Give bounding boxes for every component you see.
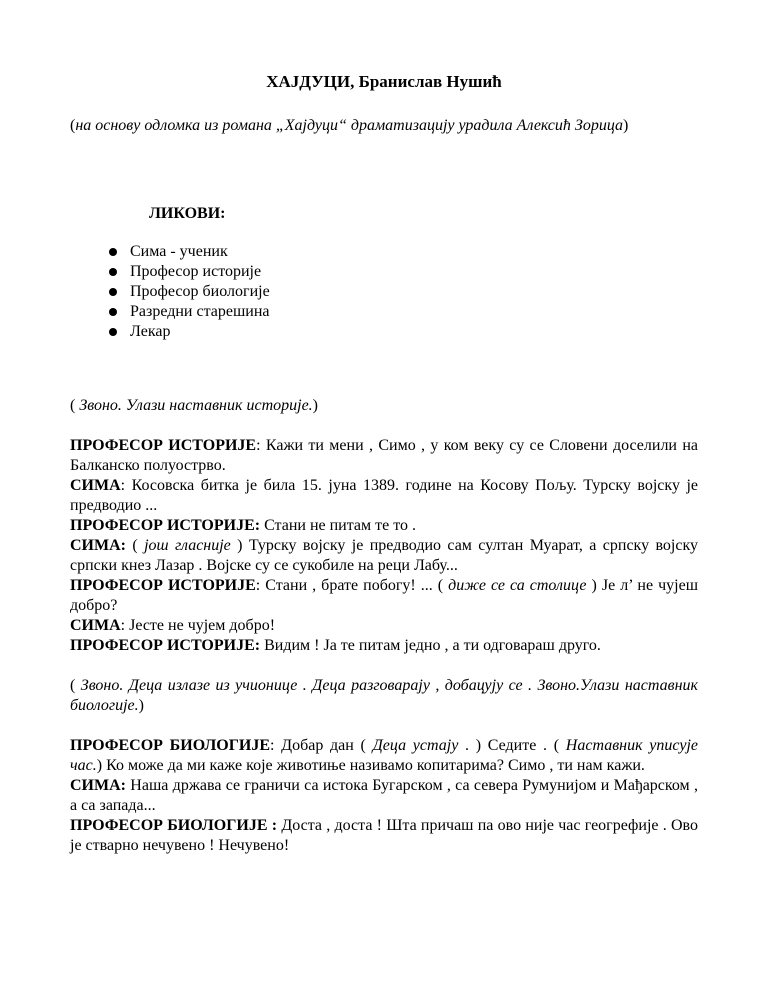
character-item: Лекар (130, 322, 270, 342)
speaker-name: СИМА: (70, 537, 126, 554)
bullet-icon (109, 308, 117, 316)
character-item: Професор историје (130, 262, 270, 282)
speaker-name: ПРОФЕСОР ИСТОРИЈЕ: (70, 637, 261, 654)
speaker-name: ПРОФЕСОР ИСТОРИЈЕ (70, 577, 256, 594)
dialogue-line: ПРОФЕСОР ИСТОРИЈЕ: Стани не питам те то . (70, 517, 417, 534)
stage-direction: ( Звоно. Деца излазе из учионице . Деца разговарају , добацују се . Звоно.Улази наставник биологије.) (70, 677, 699, 714)
characters-list (130, 242, 270, 342)
subtitle-open: ( (70, 117, 76, 134)
characters-heading: ЛИКОВИ: (149, 205, 226, 222)
character-item: Професор биологије (130, 282, 270, 302)
dialogue-line: ПРОФЕСОР ИСТОРИЈЕ: Кажи ти мени , Симо , у ком веку су се Словени доселили на Балканско полуострво. (70, 437, 699, 474)
character-item: Разредни старешина (130, 302, 270, 322)
speaker-name: СИМА: (70, 777, 126, 794)
character-item: Сима - ученик (130, 242, 270, 262)
document-subtitle (70, 116, 710, 136)
dialogue-line: ПРОФЕСОР ИСТОРИЈЕ: Видим ! Ја те питам једно , а ти одговараш друго. (70, 637, 601, 654)
bullet-icon (109, 288, 117, 296)
dialogue-line: СИМА: Јесте не чујем добро! (70, 617, 276, 634)
speaker-name: ПРОФЕСОР ИСТОРИЈЕ (70, 437, 257, 454)
bullet-icon (109, 248, 117, 256)
subtitle-close: ) (623, 117, 629, 134)
dialogue-line: ПРОФЕСОР БИОЛОГИЈЕ : Доста , доста ! Шта причаш па ово није час геогрефије . Ово је стварно нечувено ! Нечувено! (70, 817, 698, 854)
document-title: ХАЈДУЦИ, Бранислав Нушић (266, 72, 502, 91)
dialogue-line: ПРОФЕСОР ИСТОРИЈЕ: Стани , брате побогу! ... ( диже се са столице ) Је л’ не чујеш добро? (70, 577, 699, 614)
dialogue-line: СИМА: Косовска битка је била 15. јуна 1389. године на Косову Пољу. Турску војску је предводио ... (70, 477, 698, 514)
subtitle-text: на основу одломка из романа „Хајдуци“ драматизацију урадила Алексић Зорица (75, 117, 624, 134)
speaker-name: СИМА (70, 617, 121, 634)
speaker-name: ПРОФЕСОР БИОЛОГИЈЕ : (70, 817, 278, 834)
speaker-name: ПРОФЕСОР ИСТОРИЈЕ: (70, 517, 261, 534)
dialogue-line: СИМА: ( још гласније ) Турску војску је предводио сам султан Муарат, а српску војску српски кнез Лазар . Војске су се сукобиле на реци Лабу... (70, 537, 699, 574)
dialogue-line: СИМА: Наша држава се граничи са истока Бугарском , са севера Румунијом и Мађарском , а са запада... (70, 777, 698, 814)
bullet-icon (109, 328, 117, 336)
speaker-name: СИМА (70, 477, 121, 494)
stage-direction: ( Звоно. Улази наставник историје.) (70, 397, 318, 414)
bullet-icon (109, 268, 117, 276)
script-body (70, 396, 698, 856)
dialogue-line: ПРОФЕСОР БИОЛОГИЈЕ: Добар дан ( Деца устају . ) Седите . ( Наставник уписује час.) Ко може да ми каже које животиње називамо копитарима? Симо , ти нам кажи. (70, 737, 699, 774)
speaker-name: ПРОФЕСОР БИОЛОГИЈЕ (70, 737, 271, 754)
